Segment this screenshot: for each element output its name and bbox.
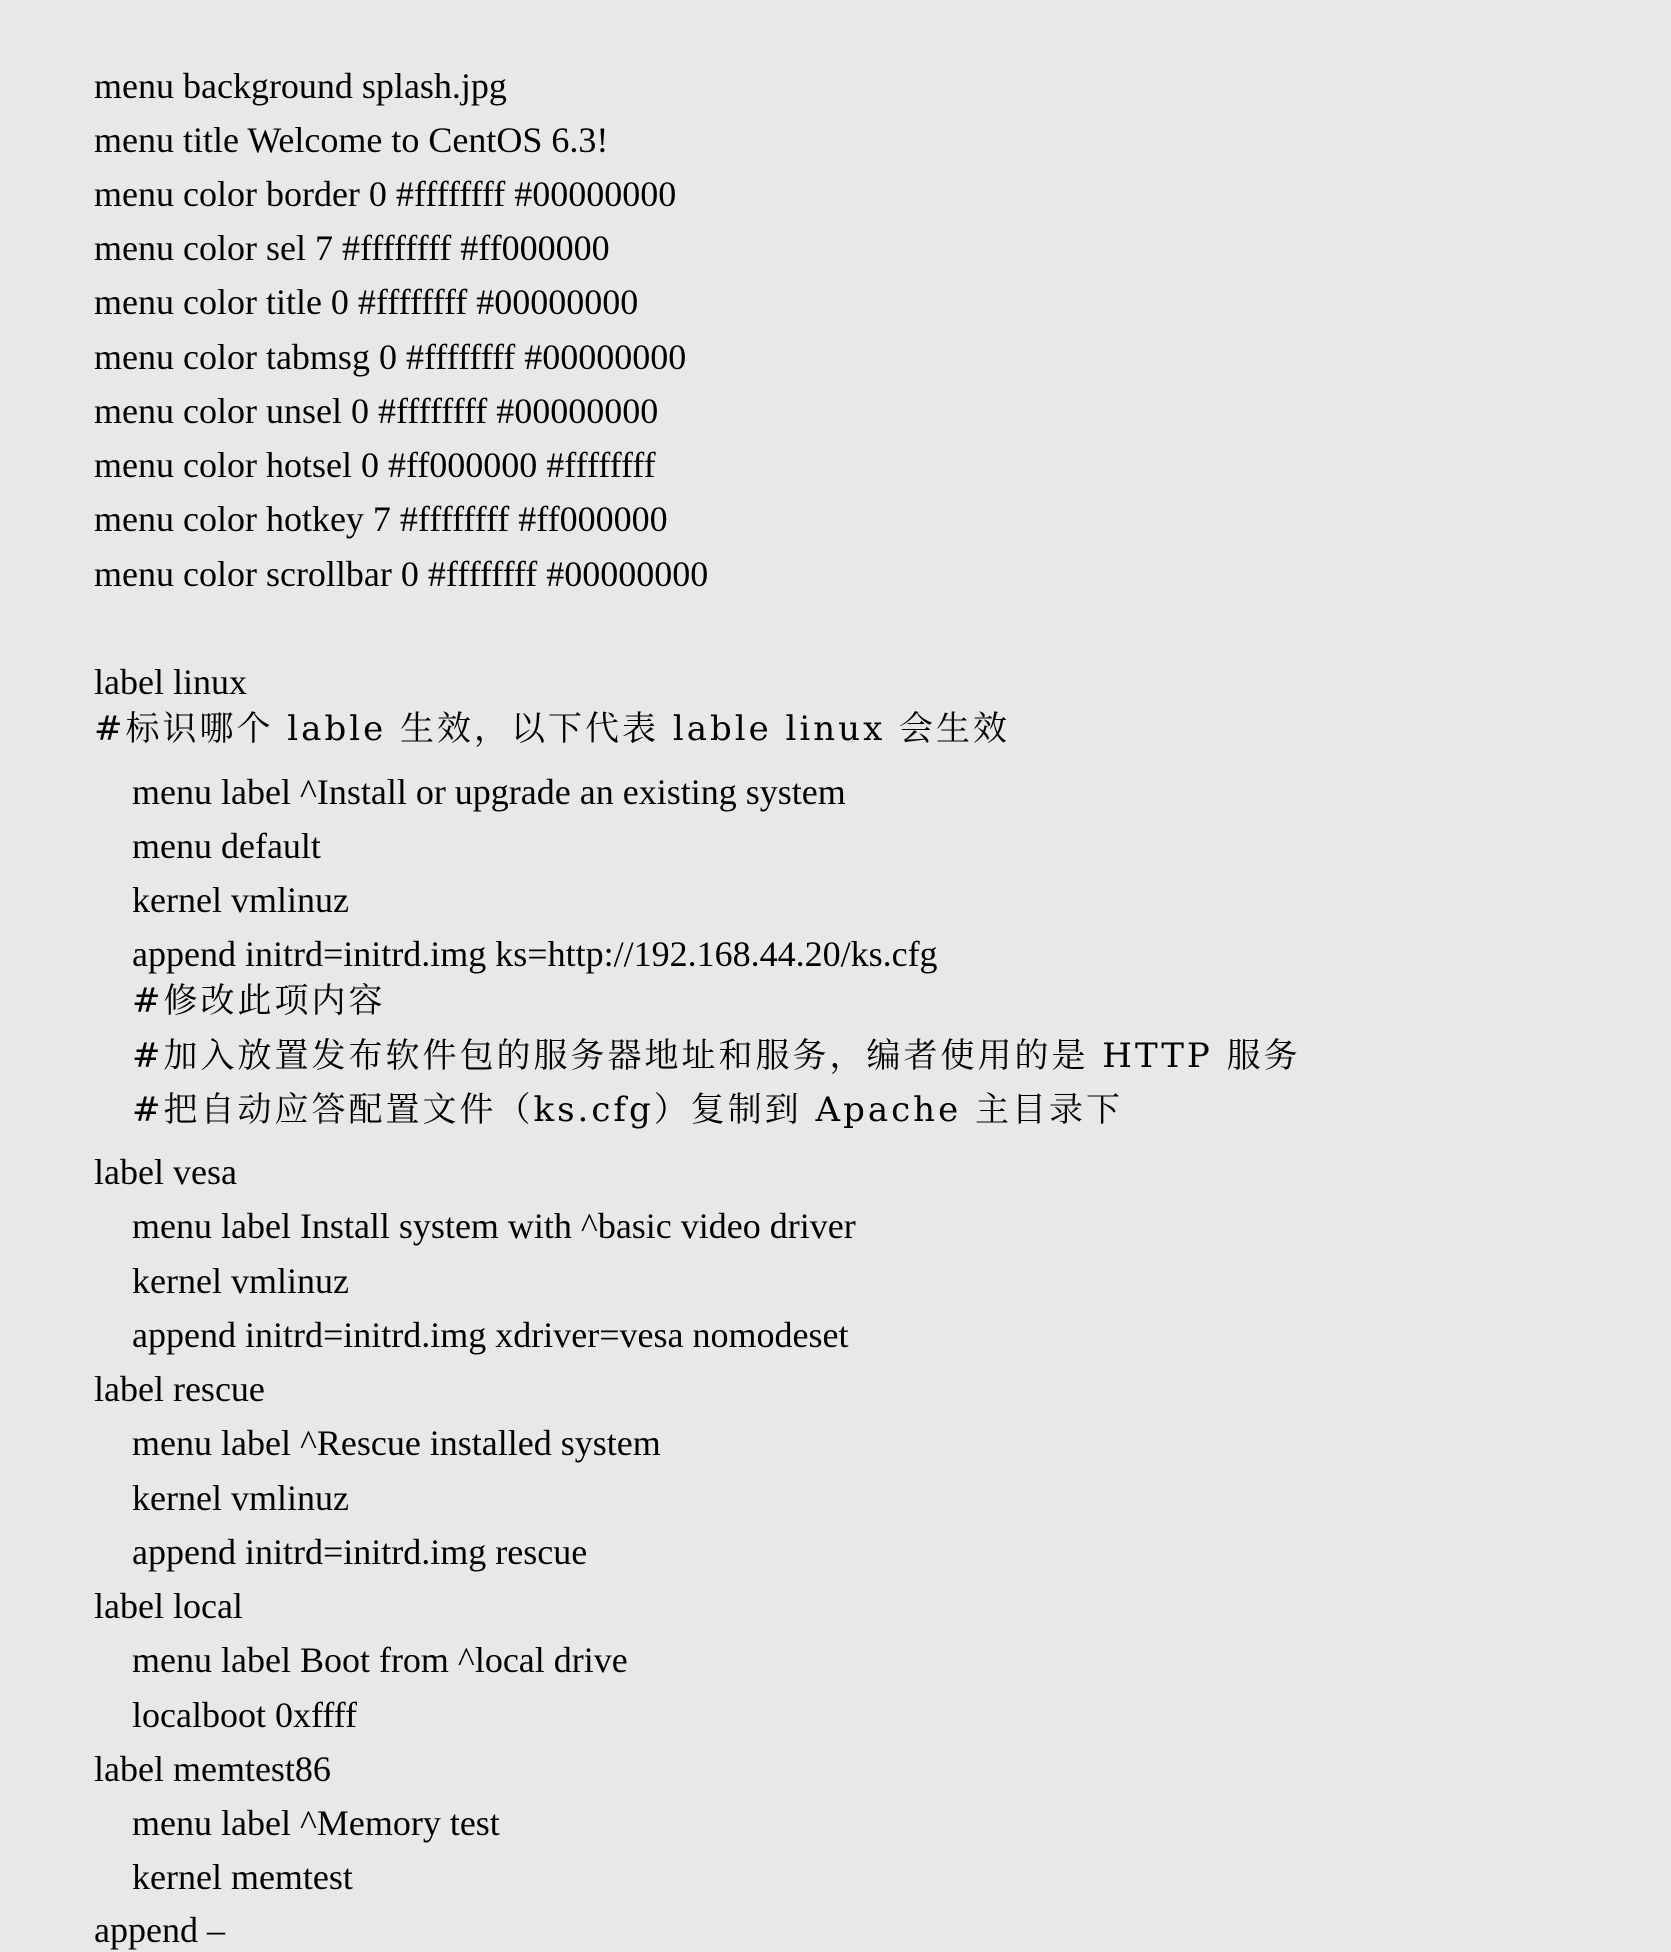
label-memtest86: label memtest86 — [94, 1749, 331, 1789]
config-line: menu color unsel 0 #ffffffff #00000000 — [94, 391, 659, 431]
config-line: append initrd=initrd.img ks=http://192.168.44.20/ks.cfg — [132, 934, 938, 974]
config-line: menu color border 0 #ffffffff #00000000 — [94, 174, 677, 214]
config-line: kernel vmlinuz — [132, 880, 349, 920]
config-line: menu label Install system with ^basic video driver — [132, 1206, 856, 1246]
config-line: menu label ^Install or upgrade an existing system — [132, 772, 846, 812]
config-line: menu default — [132, 826, 321, 866]
config-line: menu color tabmsg 0 #ffffffff #00000000 — [94, 337, 687, 377]
config-line: localboot 0xffff — [132, 1695, 357, 1735]
config-line: menu color hotkey 7 #ffffffff #ff000000 — [94, 499, 668, 539]
label-vesa: label vesa — [94, 1152, 237, 1192]
config-line: kernel vmlinuz — [132, 1261, 349, 1301]
config-line: menu background splash.jpg — [94, 66, 507, 106]
comment-line: #标识哪个 lable 生效，以下代表 lable linux 会生效 — [94, 709, 1011, 749]
comment-line: #修改此项内容 — [132, 981, 386, 1021]
label-rescue: label rescue — [94, 1369, 265, 1409]
label-local: label local — [94, 1586, 243, 1626]
config-line: menu color sel 7 #ffffffff #ff000000 — [94, 228, 610, 268]
config-line: menu color title 0 #ffffffff #00000000 — [94, 282, 639, 322]
label-linux: label linux — [94, 662, 247, 702]
config-line: menu label Boot from ^local drive — [132, 1640, 628, 1680]
config-line: append initrd=initrd.img xdriver=vesa nomodeset — [132, 1315, 849, 1355]
config-line: menu color scrollbar 0 #ffffffff #00000000 — [94, 554, 709, 594]
comment-line: #把自动应答配置文件（ks.cfg）复制到 Apache 主目录下 — [132, 1090, 1124, 1130]
config-line: kernel memtest — [132, 1857, 353, 1897]
config-line: menu title Welcome to CentOS 6.3! — [94, 120, 609, 160]
comment-line: #加入放置发布软件包的服务器地址和服务，编者使用的是 HTTP 服务 — [132, 1036, 1301, 1076]
config-line: menu label ^Memory test — [132, 1803, 500, 1843]
config-line: menu color hotsel 0 #ff000000 #ffffffff — [94, 445, 656, 485]
config-line: append – — [94, 1910, 225, 1950]
config-line: menu label ^Rescue installed system — [132, 1423, 661, 1463]
config-line: append initrd=initrd.img rescue — [132, 1532, 588, 1572]
config-line: kernel vmlinuz — [132, 1478, 349, 1518]
